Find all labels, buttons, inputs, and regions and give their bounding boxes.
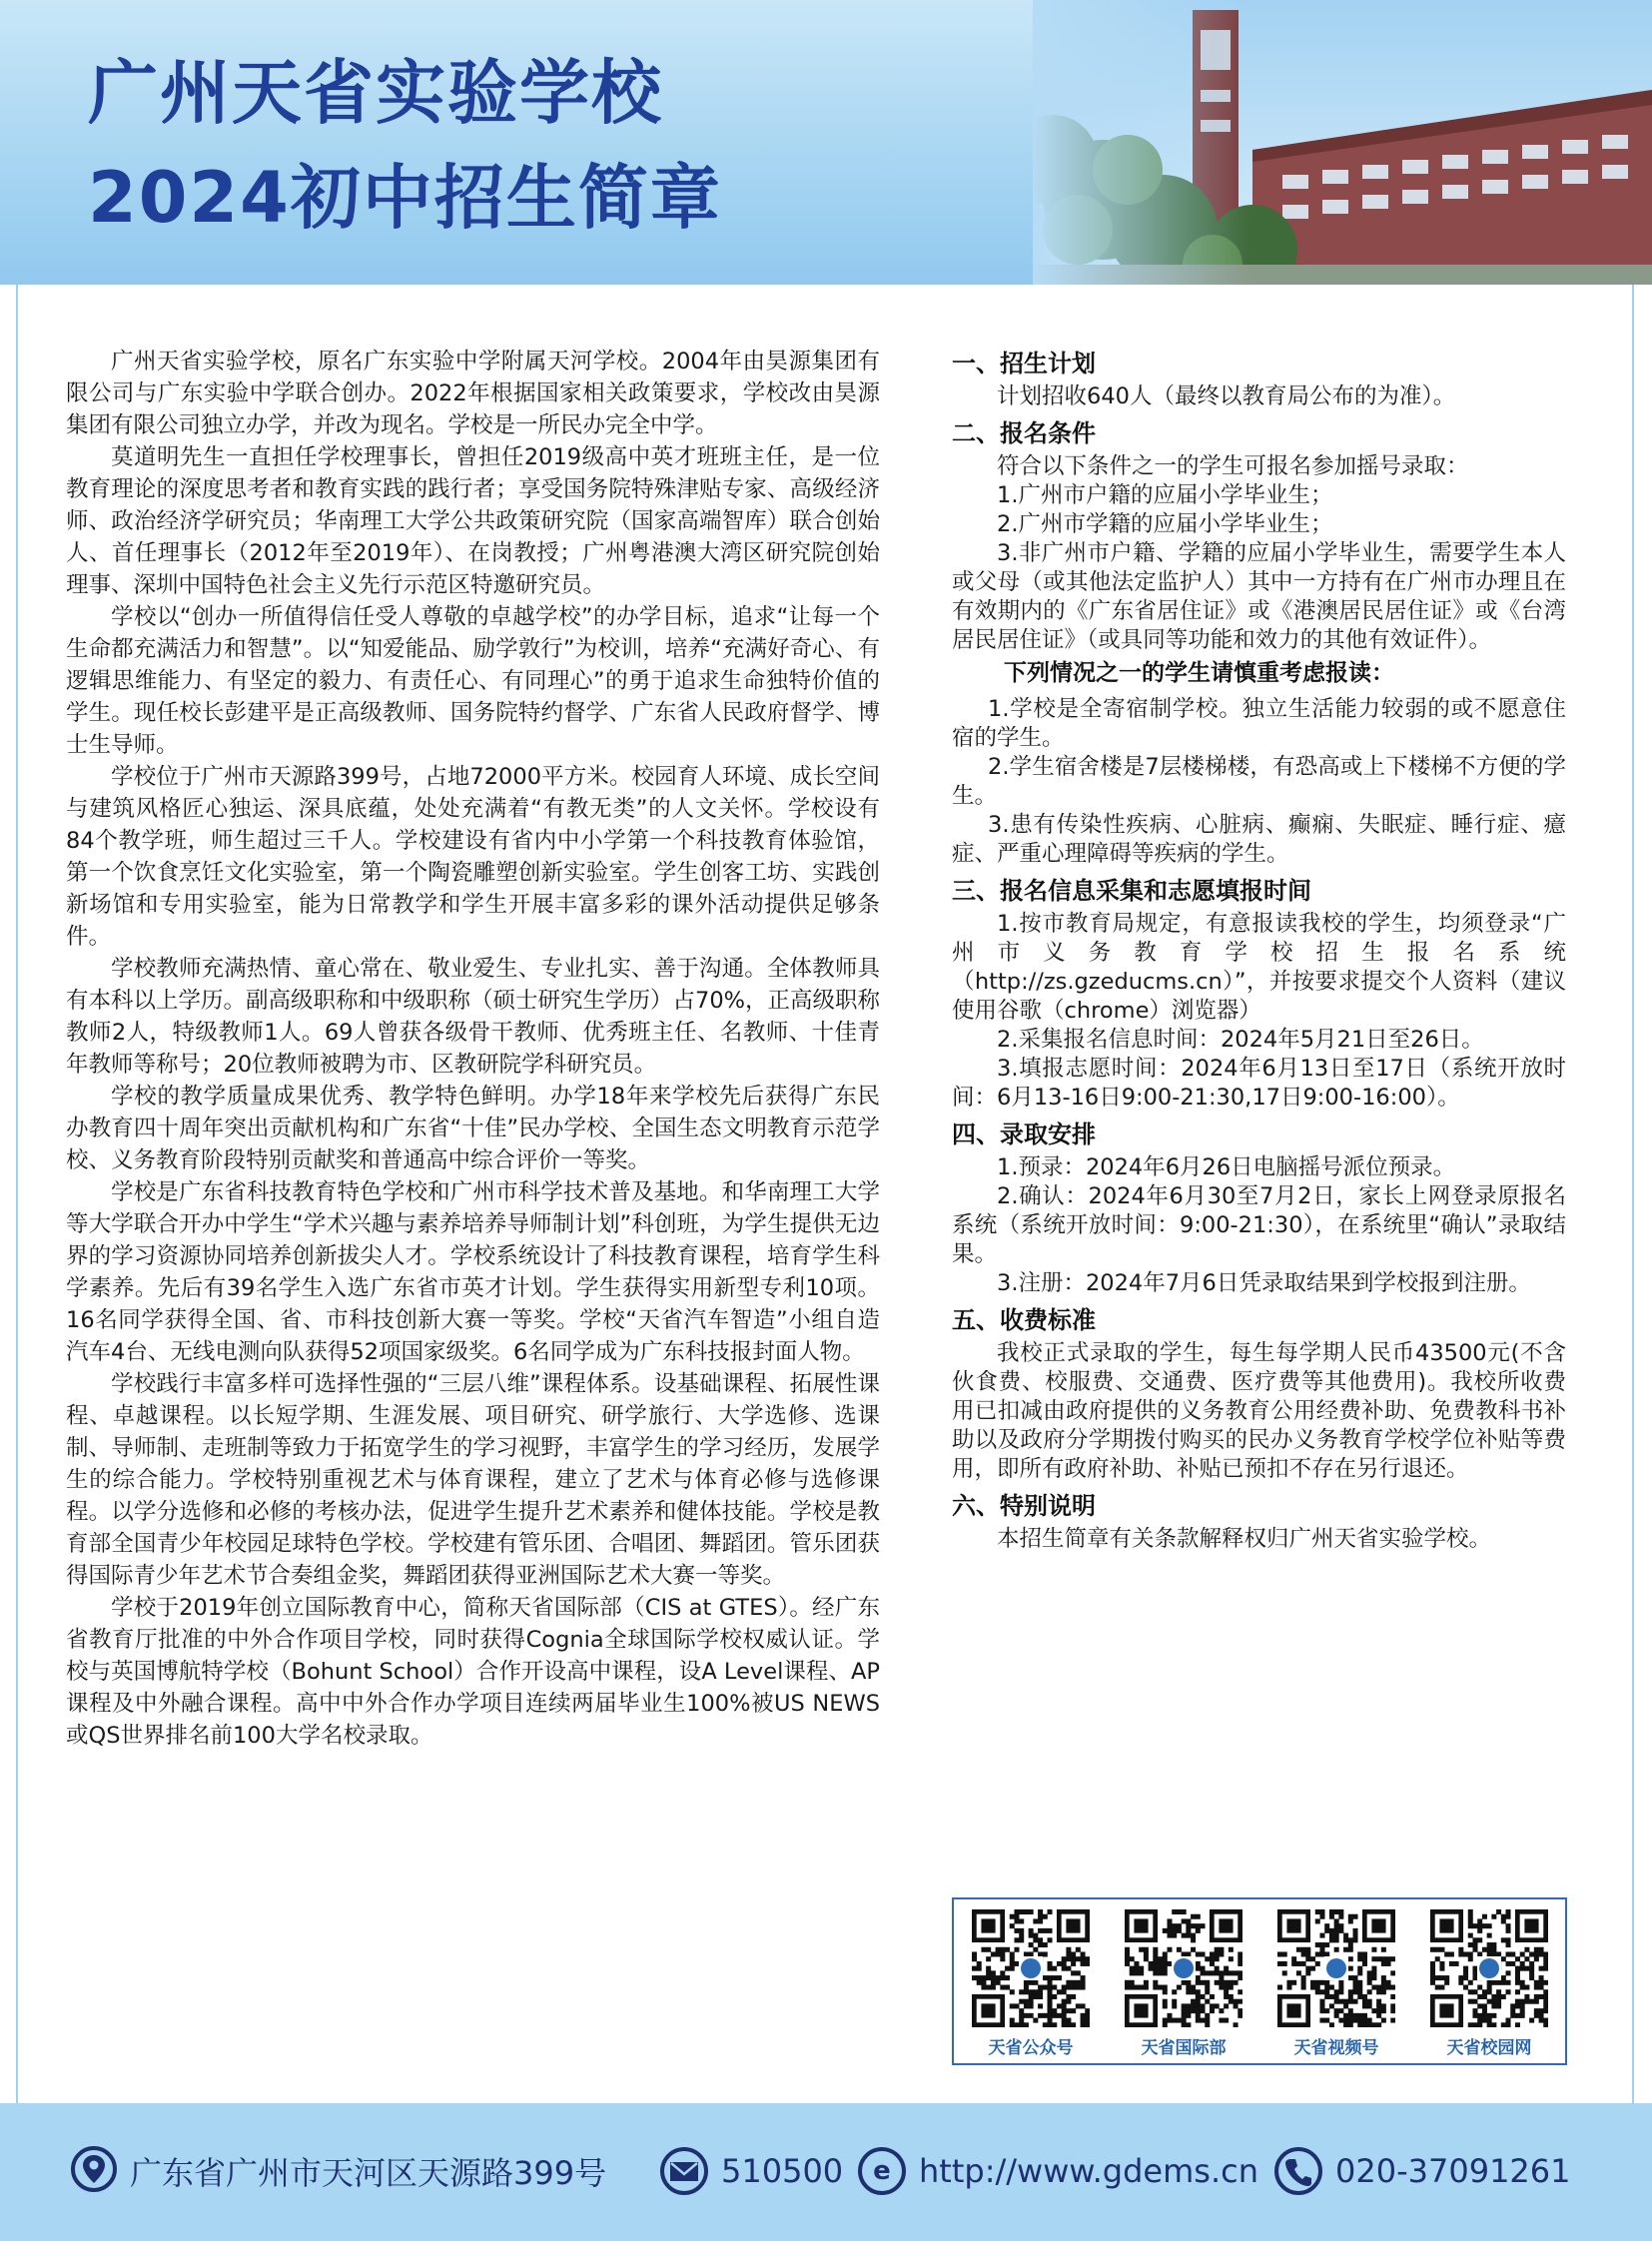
website-link[interactable]: http://www.gdems.cn [919,2152,1258,2190]
page-title-line2: 2024初中招生简章 [88,157,722,239]
intro-paragraph: 学校教师充满热情、童心常在、敬业爱生、专业扎实、善于沟通。全体教师具有本科以上学历。副高级职称和中级职称（硕士研究生学历）占70%，正高级职称教师2人，特级教师1人。69人曾获各级骨干教师、优秀班主任、名教师、十佳青年教师等称号；20位教师被聘为市、区教研院学科研究员。 [66,956,881,1078]
admission-item: 1.预录：2024年6月26日电脑摇号派位预录。 [997,1154,1456,1180]
footer-website[interactable] [857,2143,1258,2199]
caution-item: 2.学生宿舍楼是7层楼梯楼，有恐高或上下楼梯不方便的学生。 [952,754,1566,809]
eligibility-item: 1.广州市户籍的应届小学毕业生； [997,482,1333,508]
qr-label: 天省视频号 [1293,2038,1379,2058]
section-heading-fees: 五、收费标准 [952,1306,1096,1334]
registration-item: 3.填报志愿时间：2024年6月13日至17日（系统开放时间：6月13-16日9:00-21:30,17日9:00-16:00）。 [952,1056,1566,1111]
contact-footer [0,2103,1652,2241]
eligibility-item: 3.非广州市户籍、学籍的应届小学毕业生，需要学生本人或父母（或其他法定监护人）其中一方持有在广州市办理且在有效期内的《广东省居住证》或《港澳居民居住证》或《台湾居民居住证》（或具同等功能和效力的其他有效证件）。 [952,540,1566,653]
section-heading-registration: 三、报名信息采集和志愿填报时间 [952,877,1311,905]
eligibility-intro: 符合以下条件之一的学生可报名参加摇号录取： [997,453,1469,479]
intro-paragraph: 学校是广东省科技教育特色学校和广州市科学技术普及基地。和华南理工大学等大学联合开办中学生“学术兴趣与素养培养导师制计划”科创班，为学生提供无边界的学习资源协同培养创新拔尖人才。学校系统设计了科技教育课程，培育学生科学素养。先后有39名学生入选广东省市英才计划。学生获得实用新型专利10项。16名同学获得全国、省、市科技创新大赛一等奖。学校“天省汽车智造”小组自造汽车4台、无线电测向队获得52项国家级奖。6名同学成为广东科技报封面人物。 [66,1179,880,1365]
admission-item: 2.确认：2024年6月30至7月2日，家长上网登录原报名系统（系统开放时间：9:00-21:30），在系统里“确认”录取结果。 [952,1183,1566,1267]
section-heading-plan: 一、招生计划 [952,350,1096,377]
registration-item: 2.采集报名信息时间：2024年5月21日至26日。 [997,1027,1484,1053]
eligibility-item: 2.广州市学籍的应届小学毕业生； [997,511,1333,537]
admission-item: 3.注册：2024年7月6日凭录取结果到学校报到注册。 [997,1270,1531,1296]
intro-paragraph: 学校以“创办一所值得信任受人尊敬的卓越学校”的办学目标，追求“让每一个生命都充满活力和智慧”。以“知爱能品、励学敦行”为校训，培养“充满好奇心、有逻辑思维能力、有坚定的毅力、有责任心、有同理心”的勇于追求生命独特价值的学生。现任校长彭建平是正高级教师、国务院特约督学、广东省人民政府督学、博士生导师。 [66,604,880,758]
admission-details [952,348,1566,1554]
section-heading-eligibility: 二、报名条件 [952,419,1096,447]
caution-subheading: 下列情况之一的学生请慎重考虑报读： [1004,660,1394,686]
intro-paragraph: 学校位于广州市天源路399号，占地72000平方米。校园育人环境、成长空间与建筑风格匠心独运、深具底蕴，处处充满着“有教无类”的人文关怀。学校设有84个教学班，师生超过三千人。学校建设有省内中小学第一个科技教育体验馆，第一个饮食烹饪文化实验室，第一个陶瓷雕塑创新实验室。学生创客工坊、实践创新场馆和专用实验室，能为日常教学和学生开展丰富多彩的课外活动提供足够条件。 [66,764,880,950]
school-building-photo [1033,0,1652,285]
qr-code-icon [1430,1909,1548,2027]
registration-item: 1.按市教育局规定，有意报读我校的学生，均须登录“广州市义务教育学校招生报名系统（http://zs.gzeducms.cn）”，并按要求提交个人资料（建议使用谷歌（chrome）浏览器） [952,911,1566,1024]
qr-video-channel[interactable] [1271,1909,1401,2058]
intro-paragraph: 学校践行丰富多样可选择性强的“三层八维”课程体系。设基础课程、拓展性课程、卓越课程。以长短学期、生涯发展、项目研究、研学旅行、大学选修、选课制、导师制、走班制等致力于拓宽学生的学习视野，丰富学生的学习经历，发展学生的综合能力。学校特别重视艺术与体育课程，建立了艺术与体育必修与选修课程。以学分选修和必修的考核办法，促进学生提升艺术素养和健体技能。学校是教育部全国青少年校园足球特色学校。学校建有管乐团、合唱团、舞蹈团。管乐团获得国际青少年艺术节合奏组金奖，舞蹈团获得亚洲国际艺术大赛一等奖。 [66,1371,880,1589]
svg-text:e: e [873,2156,891,2186]
school-introduction [66,346,880,1752]
qr-wechat-official[interactable] [966,1909,1096,2058]
qr-international[interactable] [1119,1909,1248,2058]
intro-paragraph: 莫道明先生一直担任学校理事长，曾担任2019级高中英才班班主任，是一位教育理论的深度思考者和教育实践的践行者；享受国务院特殊津贴专家、高级经济师、政治经济学研究员；华南理工大学公共政策研究院（国家高端智库）联合创始人、首任理事长（2012年至2019年）、在岗教授；广州粤港澳大湾区研究院创始理事、深圳中国特色社会主义先行示范区特邀研究员。 [66,444,880,598]
qr-label: 天省校园网 [1446,2038,1532,2058]
footer-address [70,2143,606,2199]
phone-text[interactable]: 020-37091261 [1335,2152,1571,2190]
qr-code-icon [1125,1909,1242,2027]
qr-code-icon [972,1909,1090,2027]
intro-paragraph: 学校的教学质量成果优秀、教学特色鲜明。办学18年来学校先后获得广东民办教育四十周年突出贡献机构和广东省“十佳”民办学校、全国生态文明教育示范学校、义务教育阶段特别贡献奖和普通高中综合评价一等奖。 [66,1084,880,1173]
qr-campus-site[interactable] [1424,1909,1554,2058]
fees-text: 我校正式录取的学生，每生每学期人民币43500元(不含伙食费、校服费、交通费、医疗费等其他费用)。我校所收费用已扣减由政府提供的义务教育公用经费补助、免费教科书补助以及政府分学期拨付购买的民办义务教育学校学位补贴等费用，即所有政府补助、补贴已预扣不存在另行退还。 [952,1340,1566,1482]
qr-label: 天省公众号 [988,2038,1074,2058]
section-heading-notes: 六、特别说明 [952,1492,1096,1520]
footer-postcode [659,2143,843,2199]
notes-text: 本招生简章有关条款解释权归广州天省实验学校。 [997,1526,1492,1552]
caution-item: 3.患有传染性疾病、心脏病、癫痫、失眠症、睡行症、癔症、严重心理障碍等疾病的学生。 [952,812,1566,867]
intro-paragraph: 广州天省实验学校，原名广东实验中学附属天河学校。2004年由昊源集团有限公司与广东实验中学联合创办。2022年根据国家相关政策要求，学校改由昊源集团有限公司独立办学，并改为现名。学校是一所民办完全中学。 [66,349,880,438]
qr-label: 天省国际部 [1141,2038,1227,2058]
location-pin-icon [70,2145,118,2197]
footer-phone[interactable] [1273,2143,1571,2199]
page-title-line1: 广州天省实验学校 [88,52,663,134]
plan-text: 计划招收640人（最终以教育局公布的为准）。 [997,383,1456,409]
section-heading-admission: 四、录取安排 [952,1120,1096,1148]
qr-code-icon [1277,1909,1395,2027]
caution-item: 1.学校是全寄宿制学校。独立生活能力较弱的或不愿意住宿的学生。 [952,696,1566,751]
postcode-text: 510500 [721,2152,844,2190]
address-text: 广东省广州市天河区天源路399号 [130,2154,607,2192]
qr-code-panel [952,1897,1567,2065]
header-banner [0,0,1652,285]
intro-paragraph: 学校于2019年创立国际教育中心，简称天省国际部（CIS at GTES）。经广东省教育厅批准的中外合作项目学校，同时获得Cognia全球国际学校权威认证。学校与英国博航特学校（Bohunt School）合作开设高中课程，设A Level课程、AP课程及中外融合课程。高中中外合作办学项目连续两届毕业生100%被US NEWS或QS世界排名前100大学名校录取。 [66,1595,880,1749]
phone-icon [1273,2146,1323,2196]
web-icon [857,2146,907,2196]
mail-icon [659,2146,709,2196]
